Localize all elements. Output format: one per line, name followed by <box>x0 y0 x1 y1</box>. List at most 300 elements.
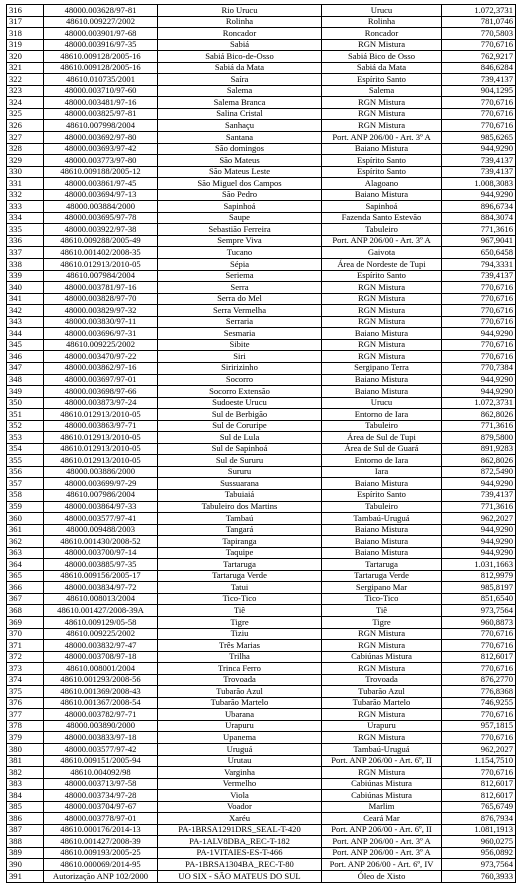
process-number-cell: 48000.003699/97-29 <box>44 478 158 490</box>
reference-oil-cell: Trovoada <box>322 674 442 686</box>
process-number-cell: 48000.003922/97-38 <box>44 224 158 236</box>
reference-oil-cell: Sabiá da Mata <box>322 62 442 74</box>
reference-oil-cell: Baiano Mistura <box>322 536 442 548</box>
table-row <box>7 478 516 490</box>
field-name-cell: Tubarão Martelo <box>158 697 322 709</box>
field-name-cell: Sudoeste Urucu <box>158 397 322 409</box>
price-value-cell: 876,7934 <box>442 813 516 825</box>
field-name-cell: Socorro <box>158 374 322 386</box>
process-number-cell: 48000.003885/97-35 <box>44 559 158 571</box>
process-number-cell: 48000.003708/97-18 <box>44 651 158 663</box>
price-value-cell: 846,6284 <box>442 62 516 74</box>
field-name-cell: Trovoada <box>158 674 322 686</box>
field-name-cell: Sul de Sururu <box>158 455 322 467</box>
field-name-cell: PA-1BRSA1304BA_REC-T-80 <box>158 859 322 871</box>
table-row <box>7 132 516 144</box>
field-name-cell: Vermelho <box>158 778 322 790</box>
price-value-cell: 770,6716 <box>442 293 516 305</box>
price-value-cell: 770,6716 <box>442 305 516 317</box>
reference-oil-cell: Cabiúnas Mistura <box>322 651 442 663</box>
price-value-cell: 770,6716 <box>442 709 516 721</box>
reference-oil-cell: RGN Mistura <box>322 97 442 109</box>
row-number-cell: 380 <box>7 744 44 756</box>
process-number-cell: 48000.003834/97-72 <box>44 582 158 594</box>
price-value-cell: 770,6716 <box>442 108 516 120</box>
process-number-cell: 48000.003696/97-31 <box>44 328 158 340</box>
price-value-cell: 770,6716 <box>442 282 516 294</box>
field-name-cell: Tiê <box>158 605 322 617</box>
table-row <box>7 466 516 478</box>
reference-oil-cell: Óleo de Xisto <box>322 871 442 883</box>
price-value-cell: 765,6749 <box>442 801 516 813</box>
process-number-cell: 48000.003773/97-80 <box>44 155 158 167</box>
reference-oil-cell: Espírito Santo <box>322 166 442 178</box>
price-value-cell: 1.072,3731 <box>442 397 516 409</box>
price-value-cell: 771,3616 <box>442 224 516 236</box>
field-name-cell: PA-1BRSA1291DRS_SEAL-T-420 <box>158 824 322 836</box>
process-number-cell: 48610.008001/2004 <box>44 663 158 675</box>
field-name-cell: Varginha <box>158 767 322 779</box>
price-value-cell: 781,0746 <box>442 16 516 28</box>
field-name-cell: Tubarão Azul <box>158 686 322 698</box>
field-name-cell: Siririzinho <box>158 362 322 374</box>
price-value-cell: 770,6716 <box>442 351 516 363</box>
row-number-cell: 378 <box>7 720 44 732</box>
process-number-cell: 48610.001367/2008-54 <box>44 697 158 709</box>
field-name-cell: Urutau <box>158 755 322 767</box>
reference-oil-cell: Iara <box>322 466 442 478</box>
table-row <box>7 871 516 883</box>
price-value-cell: 812,9979 <box>442 570 516 582</box>
table-row <box>7 847 516 859</box>
row-number-cell: 354 <box>7 443 44 455</box>
row-number-cell: 345 <box>7 339 44 351</box>
price-value-cell: 944,9290 <box>442 524 516 536</box>
field-name-cell: PA-1ALV8DBA_REC-T-182 <box>158 836 322 848</box>
field-name-cell: Siri <box>158 351 322 363</box>
field-name-cell: São Pedro <box>158 189 322 201</box>
table-row <box>7 616 516 628</box>
field-name-cell: Sabiá da Mata <box>158 62 322 74</box>
reference-oil-cell: Área de Sul de Tupi <box>322 432 442 444</box>
row-number-cell: 377 <box>7 709 44 721</box>
field-name-cell: Saupe <box>158 212 322 224</box>
field-name-cell: Sul de Lula <box>158 432 322 444</box>
reference-oil-cell: RGN Mistura <box>322 316 442 328</box>
reference-oil-cell: Tico-Tico <box>322 593 442 605</box>
field-name-cell: Sul de Coruripe <box>158 420 322 432</box>
process-number-cell: 48000.003782/97-71 <box>44 709 158 721</box>
table-row <box>7 767 516 779</box>
field-name-cell: Santana <box>158 132 322 144</box>
price-value-cell: 960,0275 <box>442 836 516 848</box>
table-row <box>7 443 516 455</box>
row-number-cell: 369 <box>7 616 44 628</box>
reference-oil-cell: Entorno de Iara <box>322 455 442 467</box>
price-value-cell: 812,6017 <box>442 778 516 790</box>
price-value-cell: 967,9041 <box>442 235 516 247</box>
reference-oil-cell: Tambaú-Uruguá <box>322 513 442 525</box>
row-number-cell: 381 <box>7 755 44 767</box>
process-number-cell: 48000.003828/97-70 <box>44 293 158 305</box>
table-row <box>7 224 516 236</box>
field-name-cell: Tatui <box>158 582 322 594</box>
row-number-cell: 370 <box>7 628 44 640</box>
process-number-cell: 48000.003694/97-13 <box>44 189 158 201</box>
row-number-cell: 353 <box>7 432 44 444</box>
table-row <box>7 282 516 294</box>
field-name-cell: Tabuleiro dos Martins <box>158 501 322 513</box>
process-number-cell: 48000.003697/97-01 <box>44 374 158 386</box>
price-value-cell: 944,9290 <box>442 143 516 155</box>
row-number-cell: 319 <box>7 39 44 51</box>
table-row <box>7 536 516 548</box>
row-number-cell: 373 <box>7 663 44 675</box>
reference-oil-cell: Sabiá Bico de Osso <box>322 51 442 63</box>
process-number-cell: 48610.012913/2010-05 <box>44 409 158 421</box>
row-number-cell: 384 <box>7 790 44 802</box>
process-number-cell: 48610.009227/2002 <box>44 16 158 28</box>
reference-oil-cell: Port. ANP 206/00 - Art. 6º, II <box>322 824 442 836</box>
table-row <box>7 5 516 17</box>
table-row <box>7 709 516 721</box>
price-value-cell: 944,9290 <box>442 374 516 386</box>
price-table-sheet <box>6 4 515 883</box>
field-name-cell: UO SIX - SÃO MATEUS DO SUL <box>158 871 322 883</box>
reference-oil-cell: Tambaú-Uruguá <box>322 744 442 756</box>
row-number-cell: 317 <box>7 16 44 28</box>
process-number-cell: 48610.012913/2010-05 <box>44 259 158 271</box>
row-number-cell: 338 <box>7 259 44 271</box>
table-row <box>7 97 516 109</box>
table-row <box>7 235 516 247</box>
reference-oil-cell: Baiano Mistura <box>322 374 442 386</box>
process-number-cell: Autorização ANP 102/2000 <box>44 871 158 883</box>
table-row <box>7 524 516 536</box>
table-row <box>7 386 516 398</box>
table-row <box>7 582 516 594</box>
process-number-cell: 48000.003778/97-01 <box>44 813 158 825</box>
process-number-cell: 48000.003704/97-67 <box>44 801 158 813</box>
row-number-cell: 330 <box>7 166 44 178</box>
price-value-cell: 770,6716 <box>442 316 516 328</box>
price-value-cell: 770,6716 <box>442 339 516 351</box>
process-number-cell: 48000.003873/97-24 <box>44 397 158 409</box>
row-number-cell: 331 <box>7 178 44 190</box>
process-number-cell: 48610.004092/98 <box>44 767 158 779</box>
field-name-cell: Sibite <box>158 339 322 351</box>
price-value-cell: 1.081,1913 <box>442 824 516 836</box>
row-number-cell: 318 <box>7 28 44 40</box>
table-row <box>7 85 516 97</box>
reference-oil-cell: Área de Nordeste de Tupi <box>322 259 442 271</box>
row-number-cell: 327 <box>7 132 44 144</box>
reference-oil-cell: Área de Sul de Guará <box>322 443 442 455</box>
reference-oil-cell: RGN Mistura <box>322 120 442 132</box>
process-number-cell: 48000.003713/97-58 <box>44 778 158 790</box>
row-number-cell: 323 <box>7 85 44 97</box>
row-number-cell: 364 <box>7 559 44 571</box>
process-number-cell: 48610.012913/2010-05 <box>44 443 158 455</box>
process-number-cell: 48610.001402/2008-35 <box>44 247 158 259</box>
price-value-cell: 650,6458 <box>442 247 516 259</box>
field-price-table <box>6 4 516 883</box>
field-name-cell: Sebastião Ferreira <box>158 224 322 236</box>
table-row <box>7 778 516 790</box>
price-value-cell: 956,0892 <box>442 847 516 859</box>
field-name-cell: Roncador <box>158 28 322 40</box>
table-row <box>7 397 516 409</box>
table-row <box>7 790 516 802</box>
row-number-cell: 386 <box>7 813 44 825</box>
field-name-cell: Upanema <box>158 732 322 744</box>
price-value-cell: 1.031,1663 <box>442 559 516 571</box>
table-row <box>7 120 516 132</box>
table-row <box>7 455 516 467</box>
reference-oil-cell: Baiano Mistura <box>322 524 442 536</box>
table-row <box>7 513 516 525</box>
row-number-cell: 325 <box>7 108 44 120</box>
process-number-cell: 48000.003710/97-60 <box>44 85 158 97</box>
reference-oil-cell: Tabuleiro <box>322 224 442 236</box>
process-number-cell: 48000.003886/2000 <box>44 466 158 478</box>
row-number-cell: 351 <box>7 409 44 421</box>
reference-oil-cell: Port. ANP 206/00 - Art. 3º A <box>322 235 442 247</box>
price-value-cell: 812,6017 <box>442 651 516 663</box>
price-value-cell: 770,6716 <box>442 640 516 652</box>
row-number-cell: 371 <box>7 640 44 652</box>
process-number-cell: 48610.012913/2010-05 <box>44 455 158 467</box>
reference-oil-cell: RGN Mistura <box>322 767 442 779</box>
field-name-cell: Tartaruga <box>158 559 322 571</box>
process-number-cell: 48610.007998/2004 <box>44 120 158 132</box>
row-number-cell: 348 <box>7 374 44 386</box>
process-number-cell: 48000.003577/97-41 <box>44 513 158 525</box>
table-row <box>7 339 516 351</box>
reference-oil-cell: Espírito Santo <box>322 489 442 501</box>
row-number-cell: 350 <box>7 397 44 409</box>
price-value-cell: 746,9255 <box>442 697 516 709</box>
price-value-cell: 944,9290 <box>442 189 516 201</box>
row-number-cell: 375 <box>7 686 44 698</box>
process-number-cell: 48610.009288/2005-49 <box>44 235 158 247</box>
process-number-cell: 48610.009128/2005-16 <box>44 62 158 74</box>
reference-oil-cell: Port. ANP 206/00 - Art. 3º A <box>322 847 442 859</box>
price-value-cell: 739,4137 <box>442 155 516 167</box>
process-number-cell: 48610.009156/2005-17 <box>44 570 158 582</box>
row-number-cell: 332 <box>7 189 44 201</box>
field-name-cell: Rolinha <box>158 16 322 28</box>
price-value-cell: 770,5803 <box>442 28 516 40</box>
field-name-cell: Sesmaria <box>158 328 322 340</box>
process-number-cell: 48610.001369/2008-43 <box>44 686 158 698</box>
price-value-cell: 896,6734 <box>442 201 516 213</box>
row-number-cell: 355 <box>7 455 44 467</box>
process-number-cell: 48000.003890/2000 <box>44 720 158 732</box>
table-row <box>7 351 516 363</box>
table-row <box>7 859 516 871</box>
field-name-cell: Serra <box>158 282 322 294</box>
row-number-cell: 349 <box>7 386 44 398</box>
process-number-cell: 48000.003830/97-11 <box>44 316 158 328</box>
field-name-cell: Seriema <box>158 270 322 282</box>
field-name-cell: Tapiranga <box>158 536 322 548</box>
field-name-cell: Trilha <box>158 651 322 663</box>
reference-oil-cell: Espírito Santo <box>322 74 442 86</box>
process-number-cell: 48610.001430/2008-52 <box>44 536 158 548</box>
table-row <box>7 501 516 513</box>
row-number-cell: 322 <box>7 74 44 86</box>
row-number-cell: 356 <box>7 466 44 478</box>
price-value-cell: 973,7564 <box>442 605 516 617</box>
reference-oil-cell: Cabiúnas Mistura <box>322 778 442 790</box>
table-row <box>7 270 516 282</box>
process-number-cell: 48000.003862/97-16 <box>44 362 158 374</box>
process-number-cell: 48000.003864/97-33 <box>44 501 158 513</box>
reference-oil-cell: Ceará Mar <box>322 813 442 825</box>
field-name-cell: Sépia <box>158 259 322 271</box>
row-number-cell: 316 <box>7 5 44 17</box>
row-number-cell: 376 <box>7 697 44 709</box>
process-number-cell: 48610.010735/2001 <box>44 74 158 86</box>
process-number-cell: 48000.003884/2000 <box>44 201 158 213</box>
price-value-cell: 944,9290 <box>442 386 516 398</box>
reference-oil-cell: Baiano Mistura <box>322 328 442 340</box>
process-number-cell: 48000.009488/2003 <box>44 524 158 536</box>
field-name-cell: Sul de Berbigão <box>158 409 322 421</box>
table-row <box>7 201 516 213</box>
reference-oil-cell: RGN Mistura <box>322 293 442 305</box>
reference-oil-cell: Tigre <box>322 616 442 628</box>
row-number-cell: 388 <box>7 836 44 848</box>
field-name-cell: Trinca Ferro <box>158 663 322 675</box>
field-name-cell: Tangará <box>158 524 322 536</box>
table-row <box>7 651 516 663</box>
field-name-cell: Ubarana <box>158 709 322 721</box>
reference-oil-cell: Sergipano Terra <box>322 362 442 374</box>
reference-oil-cell: Rolinha <box>322 16 442 28</box>
table-row <box>7 316 516 328</box>
table-row <box>7 328 516 340</box>
table-row <box>7 74 516 86</box>
price-value-cell: 770,7384 <box>442 362 516 374</box>
table-row <box>7 39 516 51</box>
table-row <box>7 178 516 190</box>
process-number-cell: 48000.003693/97-42 <box>44 143 158 155</box>
reference-oil-cell: RGN Mistura <box>322 339 442 351</box>
reference-oil-cell: RGN Mistura <box>322 663 442 675</box>
row-number-cell: 344 <box>7 328 44 340</box>
price-value-cell: 1.154,7510 <box>442 755 516 767</box>
reference-oil-cell: Port. ANP 206/00 - Art. 6º, IV <box>322 859 442 871</box>
reference-oil-cell: Urucu <box>322 397 442 409</box>
table-row <box>7 409 516 421</box>
row-number-cell: 343 <box>7 316 44 328</box>
field-name-cell: São Mateus <box>158 155 322 167</box>
reference-oil-cell: Tubarão Azul <box>322 686 442 698</box>
field-name-cell: PA-1VITAIES-ES-T-466 <box>158 847 322 859</box>
field-name-cell: Xaréu <box>158 813 322 825</box>
row-number-cell: 336 <box>7 235 44 247</box>
price-value-cell: 862,8026 <box>442 409 516 421</box>
field-name-cell: Serraria <box>158 316 322 328</box>
row-number-cell: 389 <box>7 847 44 859</box>
table-row <box>7 108 516 120</box>
price-value-cell: 739,4137 <box>442 74 516 86</box>
field-name-cell: Viola <box>158 790 322 802</box>
reference-oil-cell: Port. ANP 206/00 - Art. 6º, II <box>322 755 442 767</box>
table-row <box>7 62 516 74</box>
row-number-cell: 326 <box>7 120 44 132</box>
table-row <box>7 559 516 571</box>
process-number-cell: 48610.012913/2010-05 <box>44 432 158 444</box>
table-row <box>7 674 516 686</box>
price-value-cell: 862,8026 <box>442 455 516 467</box>
price-value-cell: 812,6017 <box>442 790 516 802</box>
row-number-cell: 361 <box>7 524 44 536</box>
process-number-cell: 48610.009225/2002 <box>44 628 158 640</box>
table-row <box>7 420 516 432</box>
field-name-cell: Sempre Viva <box>158 235 322 247</box>
field-name-cell: Sabiá Bico-de-Osso <box>158 51 322 63</box>
process-number-cell: 48610.009129/05-58 <box>44 616 158 628</box>
row-number-cell: 335 <box>7 224 44 236</box>
row-number-cell: 333 <box>7 201 44 213</box>
reference-oil-cell: RGN Mistura <box>322 732 442 744</box>
price-value-cell: 739,4137 <box>442 270 516 282</box>
row-number-cell: 334 <box>7 212 44 224</box>
process-number-cell: 48000.003734/97-28 <box>44 790 158 802</box>
table-row <box>7 686 516 698</box>
table-body <box>7 5 516 883</box>
process-number-cell: 48610.009193/2005-25 <box>44 847 158 859</box>
field-name-cell: Urapuru <box>158 720 322 732</box>
process-number-cell: 48000.003832/97-47 <box>44 640 158 652</box>
process-number-cell: 48000.003692/97-80 <box>44 132 158 144</box>
price-value-cell: 771,3616 <box>442 420 516 432</box>
table-row <box>7 362 516 374</box>
row-number-cell: 382 <box>7 767 44 779</box>
reference-oil-cell: Espírito Santo <box>322 155 442 167</box>
reference-oil-cell: Baiano Mistura <box>322 547 442 559</box>
process-number-cell: 48610.000069/2014-95 <box>44 859 158 871</box>
field-name-cell: Uruguá <box>158 744 322 756</box>
row-number-cell: 337 <box>7 247 44 259</box>
table-row <box>7 570 516 582</box>
field-name-cell: Salema <box>158 85 322 97</box>
reference-oil-cell: Alagoano <box>322 178 442 190</box>
row-number-cell: 358 <box>7 489 44 501</box>
row-number-cell: 352 <box>7 420 44 432</box>
price-value-cell: 957,1815 <box>442 720 516 732</box>
field-name-cell: São domingos <box>158 143 322 155</box>
price-value-cell: 770,6716 <box>442 120 516 132</box>
row-number-cell: 341 <box>7 293 44 305</box>
field-name-cell: Sapinhoá <box>158 201 322 213</box>
row-number-cell: 383 <box>7 778 44 790</box>
table-row <box>7 593 516 605</box>
price-value-cell: 739,4137 <box>442 166 516 178</box>
row-number-cell: 367 <box>7 593 44 605</box>
reference-oil-cell: Marlim <box>322 801 442 813</box>
reference-oil-cell: Sergipano Mar <box>322 582 442 594</box>
row-number-cell: 390 <box>7 859 44 871</box>
field-name-cell: Serra do Mel <box>158 293 322 305</box>
field-name-cell: Tartaruga Verde <box>158 570 322 582</box>
price-value-cell: 960,8873 <box>442 616 516 628</box>
price-value-cell: 944,9290 <box>442 478 516 490</box>
price-value-cell: 770,6716 <box>442 663 516 675</box>
